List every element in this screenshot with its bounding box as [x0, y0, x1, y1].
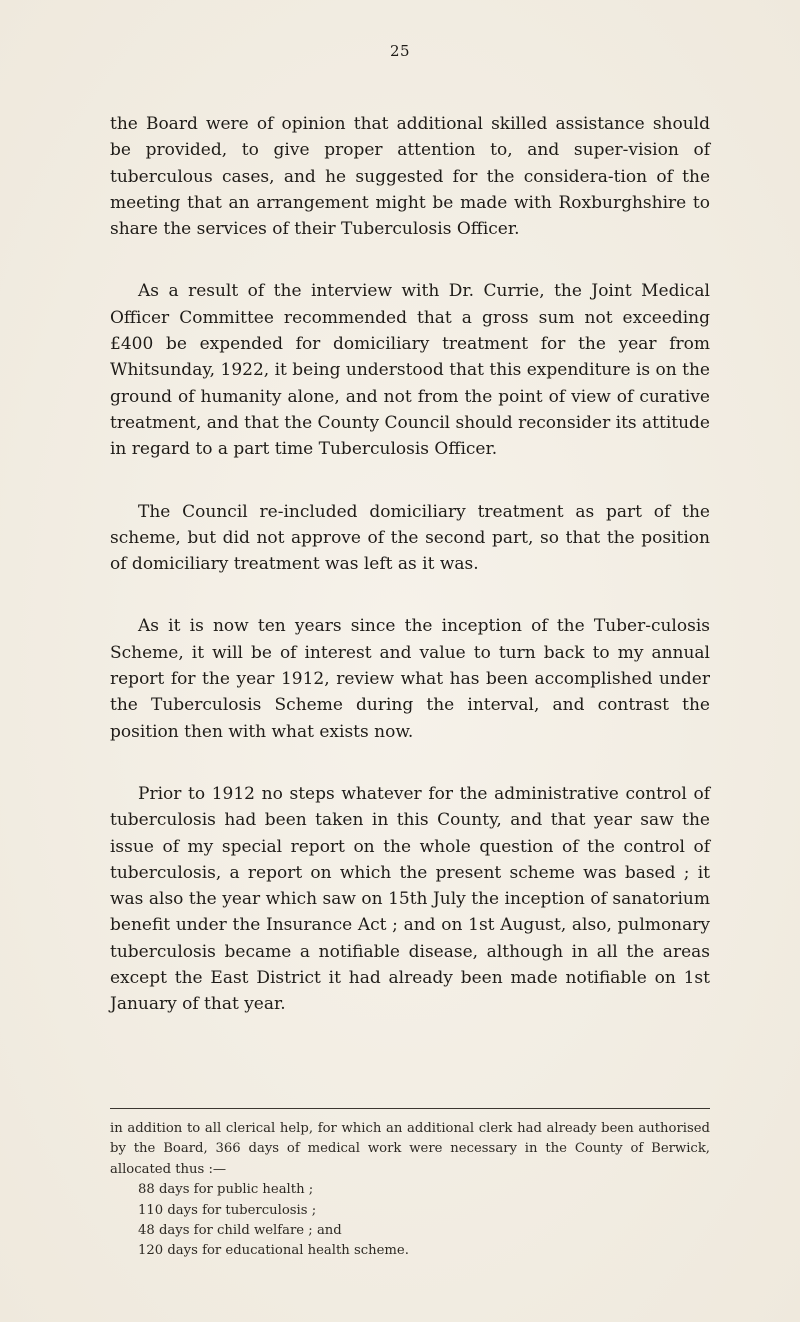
main-text: [110, 111, 710, 1054]
page-number: 25: [389, 42, 411, 60]
footnote-item-educational-health: 120 days for educational health scheme.: [138, 1243, 409, 1259]
footnote-intro: in addition to all clerical help, for which an additional clerk had already been authorised by the Board, 366 days of medical work were necessary in the County of Berwick, allocated thus :—: [110, 1121, 710, 1177]
paragraph-ten-years-review: As it is now ten years since the inception of the Tuber-culosis Scheme, it will be of interest and value to turn back to my annual report for the year 1912, review what has been accomplished under the Tuberculosis Scheme during the interval, and contrast the position then with what exists now.: [110, 616, 710, 742]
footnote-allocation-list: [110, 1180, 710, 1262]
footnote-item-public-health: 88 days for public health ;: [138, 1182, 314, 1198]
paragraph-continuation: the Board were of opinion that additional skilled assistance should be provided, to give proper attention to, and super-vision of tuberculous cases, and he suggested for the considera-tion of the meeting that an arrangement might be made with Roxburghshire to share the services of their Tuberculosis Officer.: [110, 114, 710, 240]
footnote: [110, 1119, 710, 1262]
footnote-item-tuberculosis: 110 days for tuberculosis ;: [138, 1202, 317, 1218]
footnote-item-child-welfare: 48 days for child welfare ; and: [138, 1223, 342, 1239]
paragraph-prior-to-1912: Prior to 1912 no steps whatever for the administrative control of tuberculosis had been taken in this County, and that year saw the issue of my special report on the whole question of the control of tuberculosis, a report on which the present scheme was based ; it was also the year which saw on 15th July the inception of sanatorium benefit under the Insurance Act ; and on 1st August, also, pulmonary tuberculosis became a notifiable disease, although in all the areas except the East District it had already been made notifiable on 1st January of that year.: [110, 783, 710, 1015]
paragraph-council-decision: The Council re-included domiciliary treatment as part of the scheme, but did not approve of the second part, so that the position of domiciliary treatment was left as it was.: [110, 501, 710, 575]
footnote-divider: [110, 1108, 710, 1109]
paragraph-interview-result: As a result of the interview with Dr. Currie, the Joint Medical Officer Committee recommended that a gross sum not exceeding £400 be expended for domiciliary treatment for the year from Whitsunday, 1922, it being understood that this expenditure is on the ground of humanity alone, and not from the point of view of curative treatment, and that the County Council should reconsider its attitude in regard to a part time Tuberculosis Officer.: [110, 281, 710, 460]
